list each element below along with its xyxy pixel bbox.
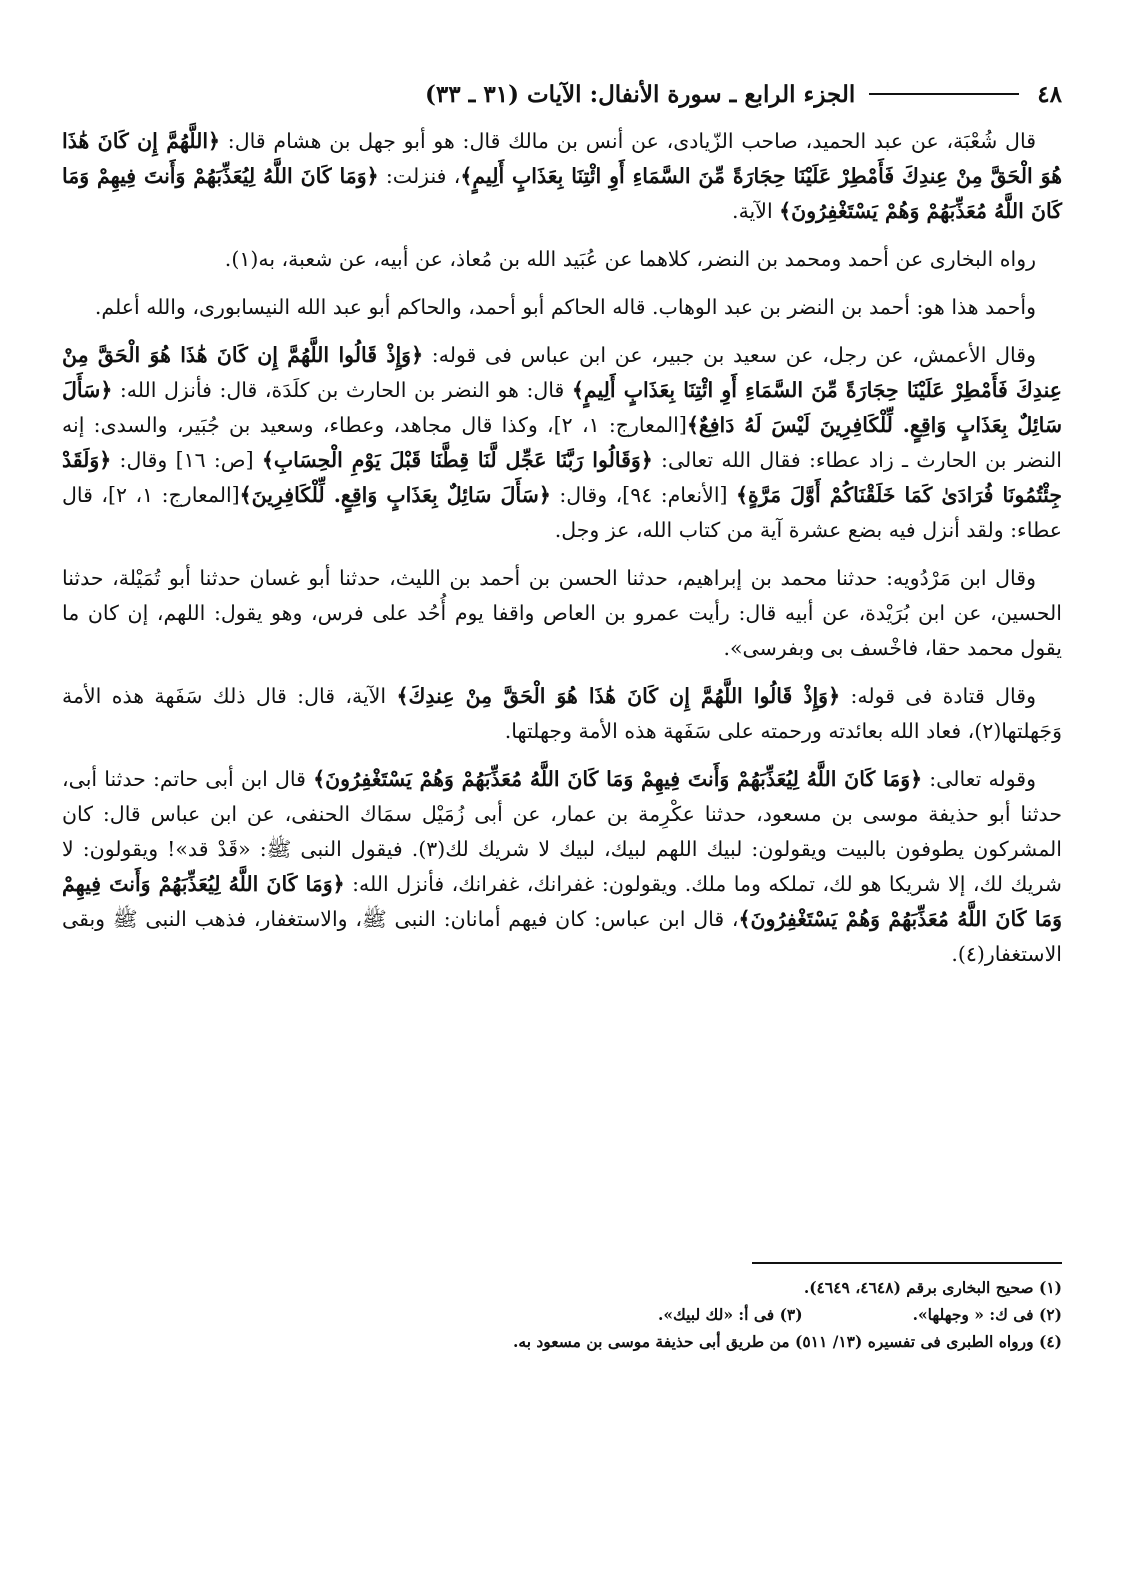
paragraph (62, 762, 1062, 972)
quran-verse: ﴿وَإِذْ قَالُوا اللَّهُمَّ إِن كَانَ هَٰذَا هُوَ الْحَقَّ مِنْ عِندِكَ﴾ (396, 684, 841, 708)
text-segment: وقوله تعالى: (922, 767, 1037, 791)
text-segment: [المعارج: ١، ٢]، وكذا قال مجاهد، وعطاء، وسعيد بن جُبَير، والسدى: إنه النضر بن الحارث ـ زاد عطاء: فقال الله تعالى: (62, 413, 1062, 472)
paragraph (62, 561, 1062, 666)
footnote-rule (752, 1262, 1062, 1264)
footnote-3: (٣) فى أ: «لك لبيك». (657, 1305, 803, 1324)
text-segment: الآية، قال: قال ذلك سَفَهة هذه الأمة وَجَهلتها(٢)، فعاد الله بعائدته ورحمته على سَفَهة هذه الأمة وجهلتها. (62, 684, 1062, 743)
paragraph (62, 338, 1062, 548)
quran-verse: ﴿سَأَلَ سَائِلٌ بِعَذَابٍ وَاقِعٍ. لِّلْكَافِرِينَ لَيْسَ لَهُ دَافِعٌ﴾ (62, 378, 1063, 437)
footnote-2: (٢) فى ك: « وجهلها». (912, 1305, 1062, 1324)
header-rule (869, 93, 1019, 95)
text-segment: وقال قتادة فى قوله: (840, 684, 1036, 708)
quran-verse: ﴿وَقَالُوا رَبَّنَا عَجِّل لَّنَا قِطَّنَا قَبْلَ يَوْمِ الْحِسَابِ﴾ (261, 448, 653, 472)
text-segment: قال شُعْبَة، عن عبد الحميد، صاحب الزّيادى، عن أنس بن مالك قال: هو أبو جهل بن هشام قال: (220, 129, 1036, 153)
quran-verse: ﴿سَأَلَ سَائِلٌ بِعَذَابٍ وَاقِعٍ. لِّلْكَافِرِينَ﴾ (239, 483, 551, 507)
footnote-1: (١) صحيح البخارى برقم (٤٦٤٨، ٤٦٤٩). (803, 1278, 1062, 1297)
footnote-4: (٤) ورواه الطبرى فى تفسيره (١٣/ ٥١١) من طريق أبى حذيفة موسى بن مسعود به. (512, 1332, 1062, 1351)
quran-verse: ﴿وَإِذْ قَالُوا اللَّهُمَّ إِن كَانَ هَٰذَا هُوَ الْحَقَّ مِنْ عِندِكَ فَأَمْطِرْ عَلَيْنَا حِجَارَةً مِّنَ السَّمَاءِ أَوِ ائْتِنَا بِعَذَابٍ أَلِيمٍ﴾ (62, 343, 1062, 402)
footnote-row (62, 1301, 1062, 1328)
text-segment: ، قال ابن عباس: كان فيهم أمانان: النبى ﷺ، والاستغفار، فذهب النبى ﷺ وبقى الاستغفار(٤). (62, 907, 1062, 966)
quran-verse: ﴿وَلَقَدْ جِئْتُمُونَا فُرَادَىٰ كَمَا خَلَقْنَاكُمْ أَوَّلَ مَرَّةٍ﴾ (62, 448, 1062, 507)
page-header (62, 72, 1062, 116)
text-segment: وقال ابن مَرْدُويه: حدثنا محمد بن إبراهيم، حدثنا الحسن بن أحمد بن الليث، حدثنا أبو غسان حدثنا أبو تُمَيْلة، حدثنا الحسين، عن ابن بُرَيْدة، عن أبيه قال: رأيت عمرو بن العاص واقفا يوم أُحُد على فرس، وهو يقول: اللهم، إن كان ما يقول محمد حقا، فاخْسف بى وبفرسى». (62, 566, 1062, 660)
footnotes (62, 1262, 1062, 1355)
quran-verse: ﴿وَمَا كَانَ اللَّهُ لِيُعَذِّبَهُمْ وَأَنتَ فِيهِمْ وَمَا كَانَ اللَّهُ مُعَذِّبَهُمْ وَهُمْ يَسْتَغْفِرُونَ﴾ (62, 872, 1062, 931)
quran-verse: ﴿اللَّهُمَّ إِن كَانَ هَٰذَا هُوَ الْحَقَّ مِنْ عِندِكَ فَأَمْطِرْ عَلَيْنَا حِجَارَةً مِّنَ السَّمَاءِ أَوِ ائْتِنَا بِعَذَابٍ أَلِيمٍ﴾ (62, 129, 1063, 188)
text-segment: قال: هو النضر بن الحارث بن كلَدَة، قال: فأنزل الله: (112, 378, 572, 402)
text-segment: ، فنزلت: (378, 164, 461, 188)
paragraph (62, 242, 1062, 277)
text-segment: [الأنعام: ٩٤]، وقال: (550, 483, 737, 507)
paragraph (62, 124, 1062, 229)
text-segment: الآية. (732, 199, 780, 223)
text-segment: قال ابن أبى حاتم: حدثنا أبى، حدثنا أبو حذيفة موسى بن مسعود، حدثنا عكْرِمة بن عمار، عن أبى زُمَيْل سمَاك الحنفى، عن ابن عباس قال: كان المشركون يطوفون بالبيت ويقولون: لبيك اللهم لبيك، لبيك لا شريك لك(٣). فيقول النبى ﷺ: «قَدْ قد»! ويقولون: لا شريك لك، إلا شريكا هو لك، تملكه وما ملك. ويقولون: غفرانك، غفرانك، فأنزل الله: (62, 767, 1062, 896)
running-title: الجزء الرابع ـ سورة الأنفال: الآيات (٣١ ـ ٣٣) (425, 80, 856, 108)
body-text (62, 124, 1062, 972)
text-segment: وقال الأعمش، عن رجل، عن سعيد بن جبير، عن ابن عباس فى قوله: (423, 343, 1036, 367)
text-segment: رواه البخارى عن أحمد ومحمد بن النضر، كلاهما عن عُبَيد الله بن مُعاذ، عن أبيه، عن شعبة، به(١). (224, 247, 1036, 271)
quran-verse: ﴿وَمَا كَانَ اللَّهُ لِيُعَذِّبَهُمْ وَأَنتَ فِيهِمْ وَمَا كَانَ اللَّهُ مُعَذِّبَهُمْ وَهُمْ يَسْتَغْفِرُونَ﴾ (62, 164, 1062, 223)
text-segment: [المعارج: ١، ٢]، قال عطاء: ولقد أنزل فيه بضع عشرة آية من كتاب الله، عز وجل. (62, 483, 1062, 542)
text-segment: [ص: ١٦] وقال: (111, 448, 262, 472)
paragraph (62, 290, 1062, 325)
page-number: ٤٨ (1037, 80, 1062, 108)
book-page (62, 72, 1062, 985)
paragraph (62, 679, 1062, 749)
quran-verse: ﴿وَمَا كَانَ اللَّهُ لِيُعَذِّبَهُمْ وَأَنتَ فِيهِمْ وَمَا كَانَ اللَّهُ مُعَذِّبَهُمْ وَهُمْ يَسْتَغْفِرُونَ﴾ (313, 767, 923, 791)
text-segment: وأحمد هذا هو: أحمد بن النضر بن عبد الوهاب. قاله الحاكم أبو أحمد، والحاكم أبو عبد الله النيسابورى، والله أعلم. (94, 295, 1036, 319)
